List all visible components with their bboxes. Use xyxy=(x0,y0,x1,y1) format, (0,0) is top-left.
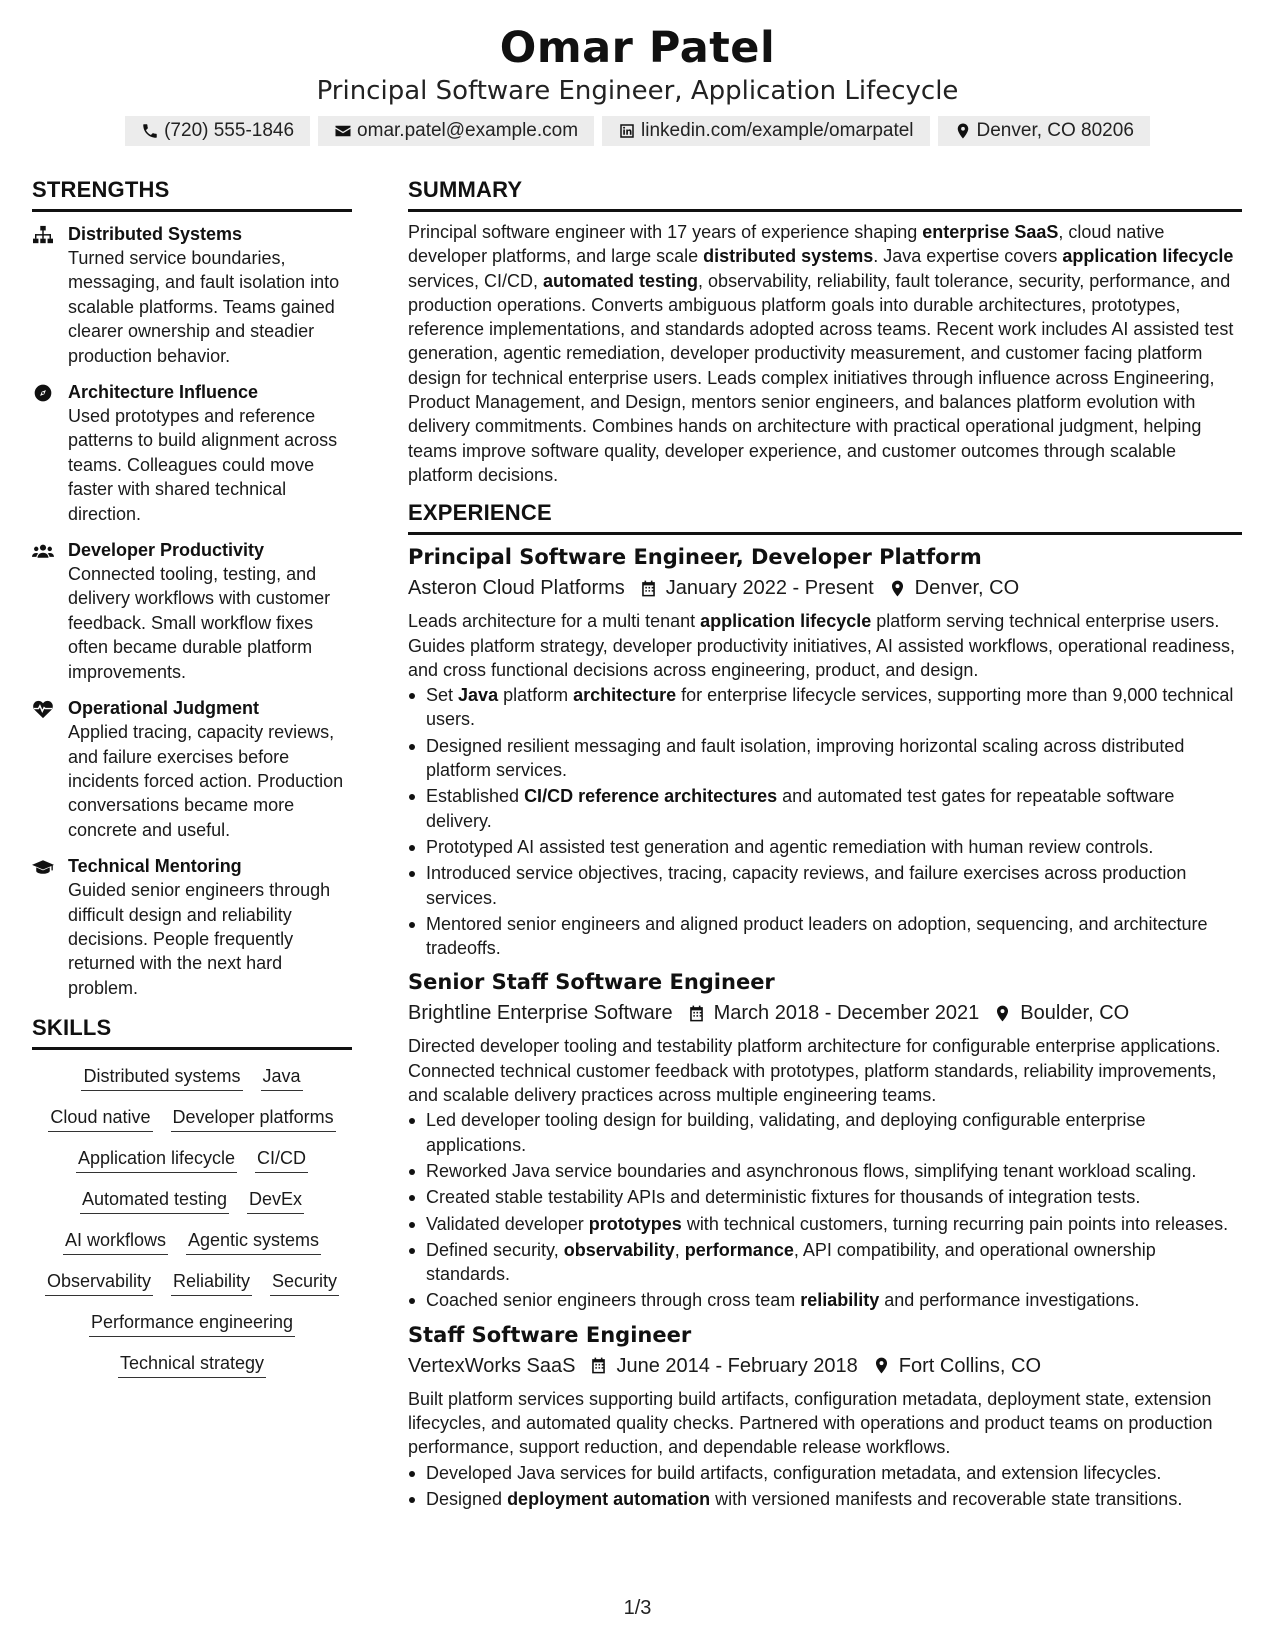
bullet-item xyxy=(426,1487,1242,1511)
bold-phrase: performance xyxy=(684,1239,794,1260)
skill-tag: Reliability xyxy=(171,1267,252,1296)
job-location: Denver, CO xyxy=(914,577,1020,600)
strength-description: Turned service boundaries, messaging, and fault isolation into scalable platforms. Teams gained clearer ownership and steadier production behavior. xyxy=(68,248,340,366)
text-run: Introduced service objectives, tracing, capacity reviews, and failure exercises across production services. xyxy=(426,863,1187,908)
text-run: Prototyped AI assisted test generation and agentic remediation with human review controls. xyxy=(426,836,1154,857)
bullet-item xyxy=(426,683,1242,732)
calendar-icon xyxy=(589,1356,608,1375)
heartbeat-icon xyxy=(32,699,54,719)
text-run: , cloud native developer platforms, and large scale xyxy=(408,222,1165,267)
skill-tag: Distributed systems xyxy=(81,1062,242,1091)
bold-phrase: reliability xyxy=(800,1290,880,1311)
bold-phrase: automated testing xyxy=(543,270,699,291)
text-run: with technical customers, turning recurring pain points into releases. xyxy=(681,1213,1229,1234)
job-bullets xyxy=(408,683,1242,960)
calendar-icon xyxy=(639,579,658,598)
strength-item xyxy=(32,222,352,368)
summary-heading: SUMMARY xyxy=(408,176,1242,212)
candidate-headline: Principal Software Engineer, Application Lifecycle xyxy=(316,76,959,106)
text-run: , observability, reliability, fault tolerance, security, performance, and production operations. Converts ambiguous platform goals into durable architectures, prototypes, reference implementations, and standards adopted across teams. Recent work includes AI assisted test generation, agentic remediation, developer productivity measurement, and customer facing platform design for technical enterprise users. Leads complex initiatives through influence across Engineering, Product Management, and Design, mentors senior engineers, and balances platform evolution with delivery commitments. Combines hands on architecture with practical operational judgment, helping teams improve software quality, developer experience, and customer outcomes through scalable platform decisions. xyxy=(408,270,1234,485)
text-run: Developed Java services for build artifacts, configuration metadata, and extension lifecycles. xyxy=(426,1462,1162,1483)
skill-tag: Technical strategy xyxy=(118,1349,266,1378)
text-run: Led developer tooling design for building, validating, and deploying configurable enterprise applications. xyxy=(426,1110,1146,1155)
bullet-item xyxy=(426,835,1242,859)
job-description xyxy=(408,609,1242,682)
bullet-item xyxy=(426,1288,1242,1312)
strength-item xyxy=(32,696,352,842)
text-run: Designed resilient messaging and fault isolation, improving horizontal scaling across distributed platform services. xyxy=(426,735,1185,781)
skill-tag: CI/CD xyxy=(255,1144,308,1173)
text-run: Leads architecture for a multi tenant xyxy=(408,611,701,632)
skill-tag: Java xyxy=(261,1062,303,1091)
text-run: Mentored senior engineers and aligned product leaders on adoption, sequencing, and architecture tradeoffs. xyxy=(426,913,1208,959)
bold-phrase: observability xyxy=(563,1239,675,1260)
skills-list xyxy=(32,1062,352,1378)
job-company: Asteron Cloud Platforms xyxy=(408,577,625,600)
users-icon xyxy=(32,541,54,561)
job-description xyxy=(408,1387,1242,1460)
skill-tag: Developer platforms xyxy=(171,1103,336,1132)
text-run: Defined security, xyxy=(426,1239,564,1260)
text-run: Established xyxy=(426,786,525,807)
summary-text xyxy=(408,220,1242,487)
contact-location xyxy=(938,116,1150,146)
skill-tag: Agentic systems xyxy=(186,1226,321,1255)
skill-tag: Security xyxy=(270,1267,339,1296)
text-run: and performance investigations. xyxy=(879,1290,1140,1311)
bullet-item xyxy=(426,1238,1242,1287)
skill-tag: AI workflows xyxy=(63,1226,168,1255)
map-marker-icon xyxy=(993,1004,1012,1023)
text-run: Validated developer xyxy=(426,1213,589,1234)
strength-description: Used prototypes and reference patterns to build alignment across teams. Colleagues could move faster with shared technical direction. xyxy=(68,406,338,524)
sitemap-icon xyxy=(32,225,54,245)
job-location: Boulder, CO xyxy=(1020,1002,1130,1025)
strength-title: Distributed Systems xyxy=(68,224,243,244)
strength-description: Connected tooling, testing, and delivery workflows with customer feedback. Small workflow fixes often became durable platform improvements. xyxy=(68,564,331,682)
text-run: Reworked Java service boundaries and asynchronous flows, simplifying tenant workload scaling. xyxy=(426,1160,1197,1181)
job-meta xyxy=(408,998,1242,1028)
map-marker-icon xyxy=(954,122,972,140)
strength-title: Operational Judgment xyxy=(68,698,260,719)
text-run: for enterprise lifecycle services, supporting more than 9,000 technical users. xyxy=(426,685,1234,730)
job-dates: June 2014 - February 2018 xyxy=(616,1354,858,1377)
strength-description: Guided senior engineers through difficult design and reliability decisions. People frequently returned with the next hard problem. xyxy=(68,880,331,998)
job-dates: March 2018 - December 2021 xyxy=(713,1002,980,1025)
strength-item xyxy=(32,538,352,684)
bullet-item xyxy=(426,1461,1242,1485)
bullet-item xyxy=(426,784,1242,833)
bold-phrase: CI/CD reference architectures xyxy=(524,786,778,807)
job-entry xyxy=(408,1321,1242,1511)
text-run: platform xyxy=(498,685,574,706)
skill-tag: DevEx xyxy=(247,1185,304,1214)
text-run: Created stable testability APIs and deterministic fixtures for thousands of integration tests. xyxy=(426,1187,1141,1208)
text-run: Built platform services supporting build artifacts, configuration metadata, deployment state, extension lifecycles, and automated quality checks. Partnered with operations and product teams on production performance, support reduction, and dependable release workflows. xyxy=(408,1388,1213,1458)
strength-title: Technical Mentoring xyxy=(68,856,242,877)
bullet-item xyxy=(426,1212,1242,1236)
text-run: Coached senior engineers through cross team xyxy=(426,1290,801,1311)
bold-phrase: distributed systems xyxy=(703,246,874,267)
envelope-icon xyxy=(334,122,352,140)
skill-tag: Application lifecycle xyxy=(76,1144,237,1173)
compass-icon xyxy=(32,383,54,403)
contact-bar xyxy=(0,116,1275,146)
job-entry xyxy=(408,543,1242,960)
job-bullets xyxy=(408,1108,1242,1312)
text-run: Directed developer tooling and testability platform architecture for configurable enterprise applications. Connected technical customer feedback with prototypes, platform standards, reliability improvements, and scalable delivery practices across multiple engineering teams. xyxy=(408,1036,1221,1106)
job-bullets xyxy=(408,1461,1242,1512)
text-run: with versioned manifests and recoverable state transitions. xyxy=(710,1488,1183,1509)
skill-tag: Automated testing xyxy=(80,1185,229,1214)
strength-item xyxy=(32,854,352,1000)
skills-heading: SKILLS xyxy=(32,1014,352,1050)
bold-phrase: application lifecycle xyxy=(700,611,872,632)
job-company: Brightline Enterprise Software xyxy=(408,1002,673,1025)
skill-tag: Cloud native xyxy=(48,1103,152,1132)
job-title: Principal Software Engineer, Developer Platform xyxy=(408,545,982,570)
job-meta xyxy=(408,573,1242,603)
job-dates: January 2022 - Present xyxy=(665,577,874,600)
graduation-cap-icon xyxy=(32,857,54,877)
text-run: Designed xyxy=(426,1488,508,1509)
candidate-name: Omar Patel xyxy=(499,23,776,73)
text-run: , xyxy=(674,1239,685,1260)
text-run: , API compatibility, and operational ownership standards. xyxy=(426,1239,1156,1285)
strength-item xyxy=(32,380,352,526)
job-location: Fort Collins, CO xyxy=(898,1354,1042,1377)
calendar-icon xyxy=(687,1004,706,1023)
contact-email-text: omar.patel@example.com xyxy=(357,120,579,141)
contact-phone-text: (720) 555-1846 xyxy=(164,120,295,141)
text-run: Principal software engineer with 17 years of experience shaping xyxy=(408,222,923,242)
strength-description: Applied tracing, capacity reviews, and failure exercises before incidents forced action. Production conversations became more concrete and useful. xyxy=(68,722,344,840)
bullet-item xyxy=(426,912,1242,961)
right-column xyxy=(408,176,1242,1513)
job-title: Staff Software Engineer xyxy=(408,1322,692,1347)
strength-title: Developer Productivity xyxy=(68,540,265,561)
bold-phrase: Java xyxy=(458,685,499,706)
contact-phone[interactable] xyxy=(125,116,310,146)
job-meta xyxy=(408,1351,1242,1381)
text-run: platform serving technical enterprise users. Guides platform strategy, developer productivity initiatives, AI assisted workflows, operational readiness, and cross functional decisions across engineering, product, and design. xyxy=(408,611,1236,680)
bold-phrase: prototypes xyxy=(588,1213,682,1234)
bullet-item xyxy=(426,734,1242,783)
bullet-item xyxy=(426,1185,1242,1209)
text-run: . Java expertise covers xyxy=(873,246,1063,267)
bullet-item xyxy=(426,861,1242,910)
bold-phrase: enterprise SaaS xyxy=(922,222,1059,242)
job-title: Senior Staff Software Engineer xyxy=(408,970,775,995)
skill-tag: Observability xyxy=(45,1267,153,1296)
skill-tag: Performance engineering xyxy=(89,1308,295,1337)
text-run: services, CI/CD, xyxy=(408,270,544,291)
job-company: VertexWorks SaaS xyxy=(408,1354,576,1377)
map-marker-icon xyxy=(872,1356,891,1375)
text-run: Set xyxy=(426,685,459,706)
phone-icon xyxy=(141,122,159,140)
contact-linkedin-text: linkedin.com/example/omarpatel xyxy=(641,120,914,141)
bullet-item xyxy=(426,1108,1242,1157)
strengths-heading: STRENGTHS xyxy=(32,176,352,212)
bullet-item xyxy=(426,1159,1242,1183)
contact-location-text: Denver, CO 80206 xyxy=(976,120,1134,141)
job-description xyxy=(408,1034,1242,1107)
bold-phrase: application lifecycle xyxy=(1062,246,1234,267)
experience-heading: EXPERIENCE xyxy=(408,499,1242,535)
linkedin-icon xyxy=(618,122,636,140)
text-run: and automated test gates for repeatable software delivery. xyxy=(426,786,1175,831)
bold-phrase: architecture xyxy=(573,685,677,706)
strength-title: Architecture Influence xyxy=(68,382,259,403)
resume-header xyxy=(0,22,1275,146)
page-number: 1/3 xyxy=(623,1597,652,1619)
contact-email[interactable] xyxy=(318,116,594,146)
job-entry xyxy=(408,968,1242,1312)
contact-linkedin[interactable] xyxy=(602,116,929,146)
map-marker-icon xyxy=(888,579,907,598)
left-column xyxy=(32,176,352,1378)
strengths-list xyxy=(32,222,352,1000)
bold-phrase: deployment automation xyxy=(507,1488,711,1509)
